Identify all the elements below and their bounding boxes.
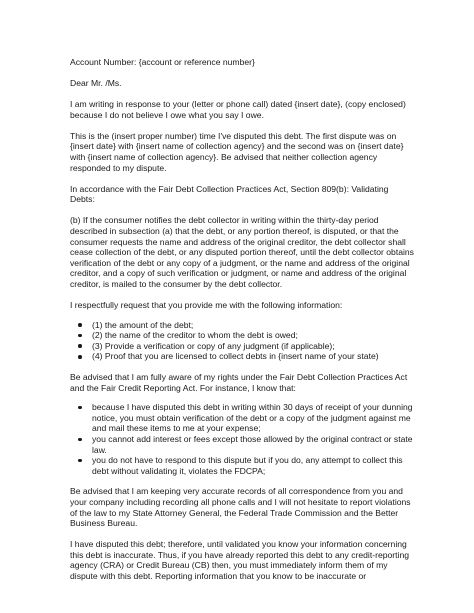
paragraph-rights: Be advised that I am fully aware of my rights under the Fair Debt Collection Practices Act and the Fair Credit Reporting Act. For instance, I know that: [70,372,408,393]
bullet-icon [78,323,82,327]
paragraph-request: I respectfully request that you provide me with the following information: [70,300,343,311]
salutation: Dear Mr. /Ms. [70,78,122,89]
paragraph-response: I am writing in response to your (letter or phone call) dated {insert date}, (copy enclosed) because I do not believe I owe what you say I owe. [70,99,406,120]
list-item-text: (2) the name of the creditor to whom the debt is owed; [92,330,298,341]
paragraph-fdcpa-quote: (b) If the consumer notifies the debt collector in writing within the thirty-day period described in subsection (a) that the debt, or any portion thereof, is disputed, or that the consumer requests the name and address of the original creditor, the debt collector shall cease collection of the debt, or any disputed portion thereof, until the debt collector obtains verification of the debt or any copy of a judgment, or the name and address of the original creditor, and a copy of such verification or judgment, or name and address of the original creditor, is mailed to the consumer by the debt collector. [70,215,414,289]
paragraph-fdcpa-intro: In accordance with the Fair Debt Collection Practices Act, Section 809(b): Validating Debts: [70,183,389,205]
bullet-icon [78,438,82,442]
list-item [70,330,415,341]
letter-body [70,57,415,592]
list-item [70,351,415,362]
list-item [70,320,415,331]
bullet-icon [78,406,82,410]
account-number-line: Account Number: {account or reference number} [70,57,255,67]
paragraph-records: Be advised that I am keeping very accurate records of all correspondence from you and your company including recording all phone calls and I will not hesitate to report violations of the law to my State Attorney General, the Federal Trade Commission and the Better Business Bureau. [70,486,411,529]
bullet-icon [78,355,82,359]
list-item [70,341,415,352]
list-item-text: (4) Proof that you are licensed to collect debts in {insert name of your state) [92,351,379,362]
list-item [70,455,415,476]
bullet-icon [78,344,82,348]
list-item-text: (3) Provide a verification or copy of any judgment (if applicable); [92,340,335,351]
list-item-text: you do not have to respond to this dispute but if you do, any attempt to collect this debt without validating it, violates the FDCPA; [92,455,403,476]
bullet-icon [78,459,82,463]
list-item-text: (1) the amount of the debt; [92,319,194,330]
list-item-text: because I have disputed this debt in writing within 30 days of receipt of your dunning notice, you must obtain verification of the debt or a copy of the judgment against me and mail these items to me at your expense; [92,402,413,434]
paragraph-disputed-history: This is the (insert proper number) time I've disputed this debt. The first dispute was on {insert date} with {insert name of collection agency} and the second was on {insert date} with {insert name of collection agency}. Be advised that neither collection agency responded to my dispute. [70,130,404,173]
rights-list [70,402,415,476]
bullet-icon [78,334,82,338]
list-item [70,402,415,434]
request-list [70,320,415,362]
list-item-text: you cannot add interest or fees except those allowed by the original contract or state law. [92,434,413,455]
paragraph-validated: I have disputed this debt; therefore, until validated you know your information concerning this debt is inaccurate. Thus, if you have already reported this debt to any credit-reporting agency (CRA) or Credit Bureau (CB) then, you must immediately inform them of my dispute with this debt. Reporting information that you know to be inaccurate or [70,539,410,582]
list-item [70,434,415,455]
